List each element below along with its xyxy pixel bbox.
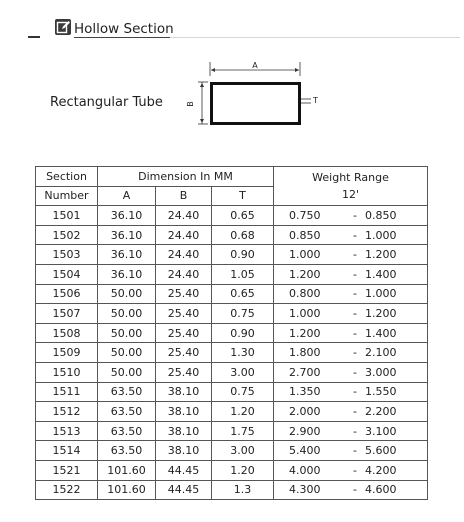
col-weight-length: 12' (341, 188, 360, 202)
cell-a: 63.50 (98, 421, 156, 441)
cell-weight: 0.750 - 0.850 (274, 206, 428, 226)
cell-weight: 1.800 - 2.100 (274, 343, 428, 363)
cell-a: 36.10 (98, 245, 156, 265)
cell-section: 1510 (36, 362, 98, 382)
cell-weight: 4.300 - 4.600 (274, 480, 428, 500)
cell-b: 38.10 (156, 441, 212, 461)
cell-t: 3.00 (212, 362, 274, 382)
table-row (36, 362, 428, 382)
cell-section: 1514 (36, 441, 98, 461)
cell-a: 36.10 (98, 264, 156, 284)
table-row (36, 480, 428, 500)
table-row (36, 343, 428, 363)
cell-b: 44.45 (156, 460, 212, 480)
table-row (36, 225, 428, 245)
label-b: B (186, 101, 195, 107)
table-row (36, 382, 428, 402)
cell-t: 1.30 (212, 343, 274, 363)
cell-weight: 1.000 - 1.200 (274, 245, 428, 265)
cell-weight: 1.200 - 1.400 (274, 264, 428, 284)
cell-t: 0.65 (212, 206, 274, 226)
cell-b: 24.40 (156, 245, 212, 265)
cell-weight: 0.850 - 1.000 (274, 225, 428, 245)
table-row (36, 264, 428, 284)
cell-section: 1503 (36, 245, 98, 265)
cell-section: 1501 (36, 206, 98, 226)
cell-section: 1512 (36, 402, 98, 422)
cell-section: 1507 (36, 304, 98, 324)
cell-a: 101.60 (98, 460, 156, 480)
table-row (36, 460, 428, 480)
table-row (36, 206, 428, 226)
cell-a: 50.00 (98, 304, 156, 324)
cell-section: 1521 (36, 460, 98, 480)
cell-section: 1502 (36, 225, 98, 245)
col-dimension: Dimension In MM (98, 167, 274, 187)
cell-b: 38.10 (156, 402, 212, 422)
cell-a: 50.00 (98, 343, 156, 363)
table-row (36, 245, 428, 265)
title-underline (74, 37, 170, 38)
label-t: T (313, 96, 318, 105)
col-number: Number (36, 186, 98, 206)
cell-b: 24.40 (156, 206, 212, 226)
cell-b: 24.40 (156, 264, 212, 284)
cell-t: 1.75 (212, 421, 274, 441)
cell-section: 1522 (36, 480, 98, 500)
cell-weight: 1.350 - 1.550 (274, 382, 428, 402)
cell-section: 1511 (36, 382, 98, 402)
cell-a: 63.50 (98, 402, 156, 422)
cell-weight: 5.400 - 5.600 (274, 441, 428, 461)
label-a: A (252, 61, 258, 70)
cell-section: 1508 (36, 323, 98, 343)
cell-t: 1.20 (212, 460, 274, 480)
cell-t: 0.90 (212, 245, 274, 265)
cell-a: 50.00 (98, 362, 156, 382)
col-weight (274, 167, 428, 206)
cell-b: 25.40 (156, 323, 212, 343)
cell-b: 25.40 (156, 362, 212, 382)
cell-t: 0.90 (212, 323, 274, 343)
spec-table (35, 166, 428, 500)
cell-b: 25.40 (156, 304, 212, 324)
table-row (36, 323, 428, 343)
cell-section: 1504 (36, 264, 98, 284)
cell-weight: 1.000 - 1.200 (274, 304, 428, 324)
cell-t: 1.3 (212, 480, 274, 500)
cell-weight: 2.000 - 2.200 (274, 402, 428, 422)
header-rule (170, 37, 460, 38)
col-section: Section (36, 167, 98, 187)
cell-t: 1.20 (212, 402, 274, 422)
cell-section: 1506 (36, 284, 98, 304)
cell-a: 36.10 (98, 225, 156, 245)
col-t: T (212, 186, 274, 206)
cell-b: 25.40 (156, 343, 212, 363)
cell-a: 50.00 (98, 323, 156, 343)
cell-t: 1.05 (212, 264, 274, 284)
table-row (36, 441, 428, 461)
cell-t: 0.65 (212, 284, 274, 304)
cell-a: 50.00 (98, 284, 156, 304)
page-title: Hollow Section (74, 21, 174, 37)
cell-a: 36.10 (98, 206, 156, 226)
cell-b: 24.40 (156, 225, 212, 245)
table-header-row-1 (36, 167, 428, 187)
col-b: B (156, 186, 212, 206)
cell-b: 44.45 (156, 480, 212, 500)
cell-b: 25.40 (156, 284, 212, 304)
cell-t: 3.00 (212, 441, 274, 461)
cell-b: 38.10 (156, 382, 212, 402)
cell-weight: 1.200 - 1.400 (274, 323, 428, 343)
cell-weight: 2.700 - 3.000 (274, 362, 428, 382)
col-a: A (98, 186, 156, 206)
cell-a: 63.50 (98, 382, 156, 402)
col-weight-title: Weight Range (312, 171, 389, 185)
cell-t: 0.68 (212, 225, 274, 245)
section-header (14, 16, 450, 42)
header-dash (28, 36, 40, 38)
cell-t: 0.75 (212, 382, 274, 402)
table-row (36, 304, 428, 324)
table-row (36, 284, 428, 304)
cell-section: 1509 (36, 343, 98, 363)
cell-weight: 0.800 - 1.000 (274, 284, 428, 304)
cell-b: 38.10 (156, 421, 212, 441)
cell-a: 101.60 (98, 480, 156, 500)
cell-weight: 4.000 - 4.200 (274, 460, 428, 480)
tube-section (212, 84, 300, 124)
table-row (36, 421, 428, 441)
table-row (36, 402, 428, 422)
cell-a: 63.50 (98, 441, 156, 461)
cell-section: 1513 (36, 421, 98, 441)
rectangular-tube-diagram (180, 58, 330, 132)
cell-t: 0.75 (212, 304, 274, 324)
cell-weight: 2.900 - 3.100 (274, 421, 428, 441)
edit-pencil-icon (54, 18, 72, 36)
product-caption: Rectangular Tube (50, 95, 163, 110)
